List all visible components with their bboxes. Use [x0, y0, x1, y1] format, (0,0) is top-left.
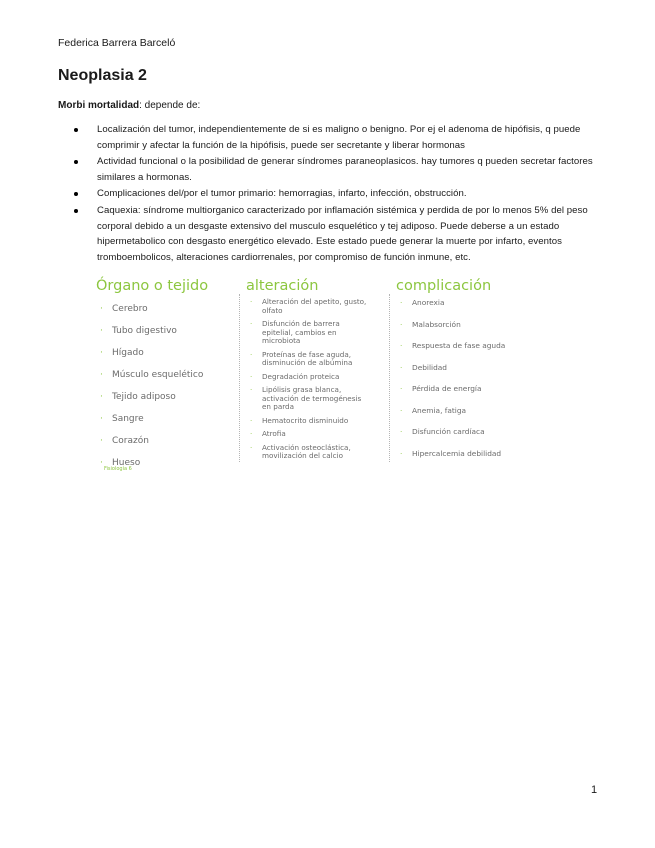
bullet-dot-icon: · — [400, 341, 403, 350]
bullet-dot-icon: · — [100, 414, 103, 424]
alteration-item — [246, 320, 371, 346]
alteration-item — [246, 351, 371, 368]
organ-column-header: Órgano o tejido — [96, 278, 209, 294]
bullet-dot-icon: · — [100, 348, 103, 358]
complication-label: Pérdida de energía — [412, 384, 482, 393]
bullet-text: Actividad funcional o la posibilidad de generar síndromes paraneoplasicos. hay tumores q pueden secretar factores similares a hormonas. — [97, 156, 593, 183]
author-name: Federica Barrera Barceló — [58, 37, 176, 49]
bullet-dot-icon: · — [250, 319, 253, 328]
bullet-text: Localización del tumor, independientemente de si es maligno o benigno. Por ej el adenoma de hipófisis, q puede comprimir y afectar la función de la hipófisis, puede ser secretante y liberar hormonas — [97, 124, 581, 151]
complication-label: Disfunción cardíaca — [412, 427, 485, 436]
bullet-dot-icon: · — [400, 319, 403, 329]
alteration-label: Degradación proteica — [262, 371, 340, 381]
bullet-dot-icon — [74, 209, 78, 213]
bullet-dot-icon: · — [250, 349, 253, 359]
organ-item — [96, 392, 208, 414]
bullet-item — [58, 186, 603, 202]
organ-item — [96, 304, 208, 326]
organ-column — [96, 278, 208, 480]
complication-item — [396, 384, 526, 406]
bullet-dot-icon: · — [250, 415, 253, 425]
bullet-dot-icon: · — [100, 326, 103, 336]
column-divider — [239, 294, 241, 462]
cachexia-table-figure — [96, 278, 506, 478]
bullet-dot-icon: · — [400, 298, 403, 307]
alteration-label: Hematocrito disminuido — [262, 415, 349, 425]
alteration-item — [246, 386, 371, 412]
bullet-dot-icon: · — [400, 448, 403, 458]
organ-label: Músculo esquelético — [112, 370, 204, 380]
complication-item — [396, 341, 526, 363]
bullet-dot-icon: · — [100, 370, 103, 380]
bullet-dot-icon: · — [400, 362, 403, 372]
bullet-item — [58, 154, 603, 185]
complication-column — [396, 278, 526, 470]
organ-item — [96, 370, 208, 392]
alteration-label: Proteínas de fase aguda, disminución de albúmina — [262, 349, 353, 367]
alteration-item — [246, 444, 371, 461]
complication-item — [396, 298, 526, 320]
bullet-dot-icon: · — [100, 392, 103, 402]
page-number: 1 — [591, 784, 598, 796]
bullet-item — [58, 122, 603, 153]
organ-label: Hígado — [112, 348, 144, 358]
alteration-item — [246, 373, 371, 382]
organ-label: Corazón — [112, 436, 149, 446]
bullet-dot-icon — [74, 192, 78, 196]
organ-item — [96, 436, 208, 458]
organ-item — [96, 414, 208, 436]
bullet-dot-icon: · — [100, 436, 103, 446]
alteration-column-header: alteración — [246, 278, 319, 294]
alteration-label: Alteración del apetito, gusto, olfato — [262, 297, 367, 315]
intro-text: : depende de: — [139, 100, 201, 111]
organ-label: Tejido adiposo — [112, 392, 176, 402]
complication-item — [396, 320, 526, 342]
alteration-label: Disfunción de barrera epitelial, cambios en microbiota — [262, 319, 340, 345]
bullet-dot-icon: · — [250, 297, 253, 306]
organ-item — [96, 326, 208, 348]
organ-label: Hueso — [112, 458, 141, 468]
bullet-dot-icon: · — [100, 458, 103, 468]
bullet-dot-icon — [74, 128, 78, 132]
complication-label: Respuesta de fase aguda — [412, 341, 506, 350]
bullet-text: Caquexia: síndrome multiorganico caracterizado por inflamación sistémica y perdida de por lo menos 5% del peso corporal debido a un desgaste extensivo del musculo esquelético y tej adiposo. Puede deberse a un estado hipermetabolico con desgasto energético elevado. Este estado puede generar la muerte por infarto, eventos tromboembolicos, alteraciones cardiorrenales, por compromiso de función inmune, etc. — [97, 204, 588, 263]
alteration-item — [246, 430, 371, 439]
alteration-item — [246, 417, 371, 426]
bullet-dot-icon: · — [400, 405, 403, 415]
alteration-item — [246, 298, 371, 315]
complication-item — [396, 363, 526, 385]
bullet-dot-icon: · — [250, 385, 253, 394]
complication-item — [396, 406, 526, 428]
complication-label: Hipercalcemia debilidad — [412, 448, 502, 458]
bullet-item — [58, 203, 603, 265]
complication-item — [396, 427, 526, 449]
column-divider — [389, 294, 391, 462]
alteration-label: Atrofia — [262, 429, 286, 438]
complication-label: Malabsorción — [412, 319, 461, 329]
complication-column-header: complicación — [396, 278, 492, 294]
organ-item — [96, 348, 208, 370]
complication-label: Debilidad — [412, 362, 448, 372]
complication-item — [396, 449, 526, 471]
complication-label: Anorexia — [412, 298, 445, 307]
intro-label: Morbi mortalidad — [58, 100, 140, 111]
bullet-dot-icon: · — [400, 384, 403, 393]
bullet-list — [58, 122, 603, 266]
bullet-dot-icon: · — [400, 427, 403, 436]
bullet-text: Complicaciones del/por el tumor primario: hemorragias, infarto, infección, obstrucción. — [97, 188, 467, 200]
bullet-dot-icon: · — [250, 442, 253, 452]
bullet-dot-icon: · — [250, 429, 253, 438]
alteration-label: Lipólisis grasa blanca, activación de termogénesis en parda — [262, 385, 362, 411]
complication-label: Anemia, fatiga — [412, 405, 467, 415]
bullet-dot-icon: · — [250, 371, 253, 381]
alteration-label: Activación osteoclástica, movilización del calcio — [262, 442, 351, 460]
organ-label: Sangre — [112, 414, 144, 424]
organ-label: Tubo digestivo — [112, 326, 177, 336]
page-title: Neoplasia 2 — [58, 67, 147, 84]
alteration-column — [246, 278, 371, 466]
organ-label: Cerebro — [112, 304, 148, 314]
figure-source-label: Fisiología 6 — [104, 466, 132, 472]
bullet-dot-icon: · — [100, 304, 103, 314]
intro-line — [58, 100, 200, 111]
bullet-dot-icon — [74, 160, 78, 164]
